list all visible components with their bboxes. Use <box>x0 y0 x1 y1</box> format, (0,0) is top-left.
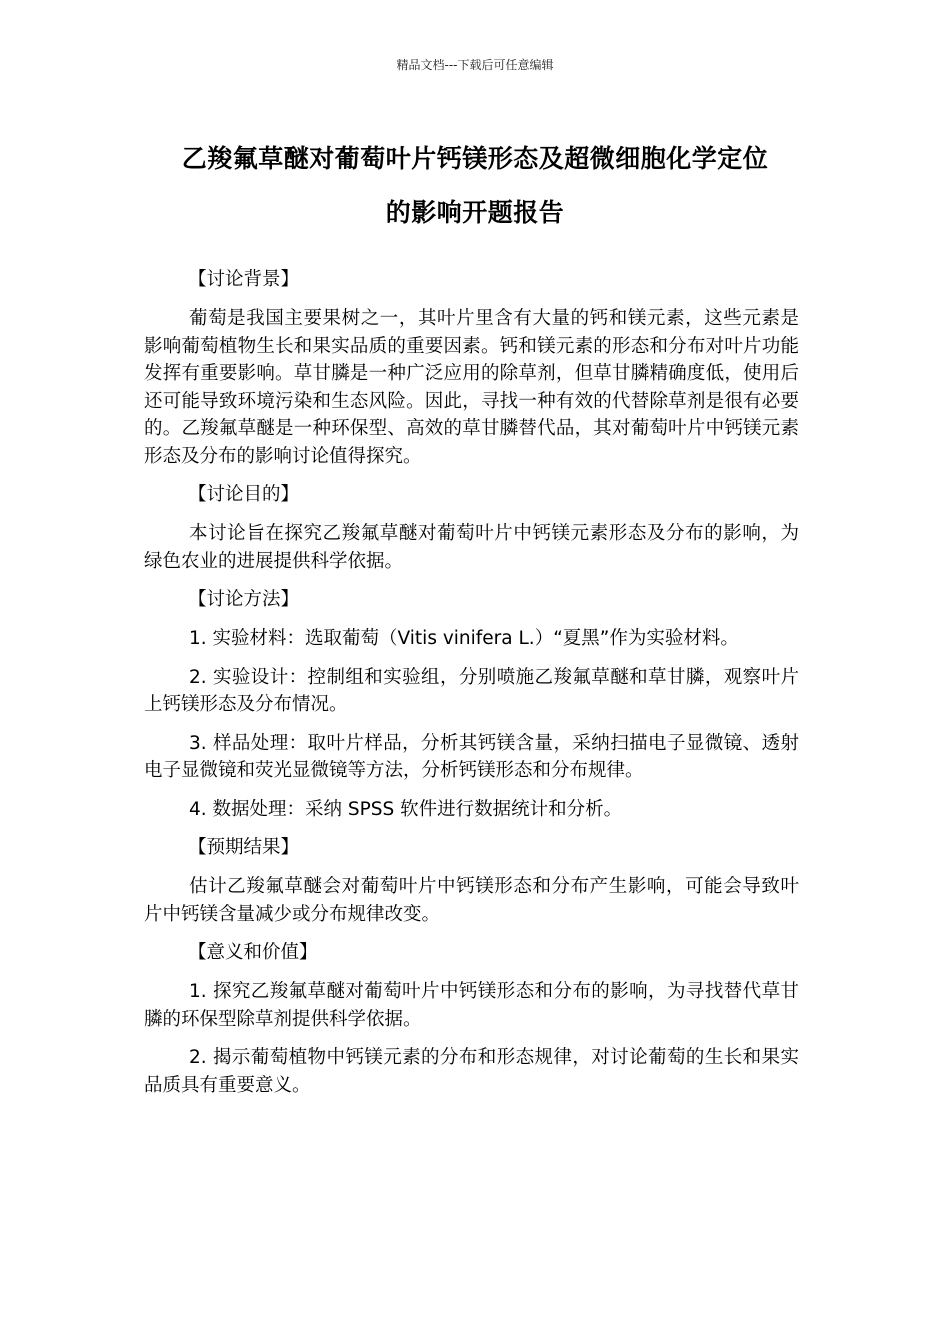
methods-item-4: 4. 数据处理：采纳 SPSS 软件进行数据统计和分析。 <box>189 798 623 820</box>
document-title-line-1: 乙羧氟草醚对葡萄叶片钙镁形态及超微细胞化学定位 <box>181 144 769 173</box>
section-heading-purpose: 【讨论目的】 <box>188 484 300 505</box>
methods-item-3: 3. 样品处理：取叶片样品，分析其钙镁含量，采纳扫描电子显微镜、透射电子显微镜和荧光显微镜等方法，分析钙镁形态和分布规律。 <box>144 732 799 781</box>
results-paragraph: 估计乙羧氟草醚会对葡萄叶片中钙镁形态和分布产生影响，可能会导致叶片中钙镁含量减少或分布规律改变。 <box>144 876 799 925</box>
document-body <box>144 266 799 1110</box>
section-heading-results: 【预期结果】 <box>188 837 300 858</box>
significance-item-2: 2. 揭示葡萄植物中钙镁元素的分布和形态规律，对讨论葡萄的生长和果实品质具有重要意义。 <box>144 1047 799 1096</box>
significance-item-1: 1. 探究乙羧氟草醚对葡萄叶片中钙镁形态和分布的影响，为寻找替代草甘膦的环保型除草剂提供科学依据。 <box>144 981 799 1030</box>
document-title <box>120 132 830 240</box>
document-title-line-2: 的影响开题报告 <box>385 198 565 227</box>
section-heading-significance: 【意义和价值】 <box>188 942 318 963</box>
section-heading-background: 【讨论背景】 <box>188 269 300 290</box>
methods-item-2: 2. 实验设计：控制组和实验组，分别喷施乙羧氟草醚和草甘膦，观察叶片上钙镁形态及分布情况。 <box>144 666 799 715</box>
background-paragraph: 葡萄是我国主要果树之一，其叶片里含有大量的钙和镁元素，这些元素是影响葡萄植物生长和果实品质的重要因素。钙和镁元素的形态和分布对叶片功能发挥有重要影响。草甘膦是一种广泛应用的除草剂，但草甘膦精确度低，使用后还可能导致环境污染和生态风险。因此，寻找一种有效的代替除草剂是很有必要的。乙羧氟草醚是一种环保型、高效的草甘膦替代品，其对葡萄叶片中钙镁元素形态及分布的影响讨论值得探究。 <box>144 308 799 467</box>
page-header: 精品文档---下载后可任意编辑 <box>396 58 554 72</box>
methods-item-1: 1. 实验材料：选取葡萄（Vitis vinifera L.）“夏黑”作为实验材料。 <box>189 628 739 649</box>
section-heading-methods: 【讨论方法】 <box>188 589 300 610</box>
purpose-paragraph: 本讨论旨在探究乙羧氟草醚对葡萄叶片中钙镁元素形态及分布的影响，为绿色农业的进展提供科学依据。 <box>144 523 799 572</box>
